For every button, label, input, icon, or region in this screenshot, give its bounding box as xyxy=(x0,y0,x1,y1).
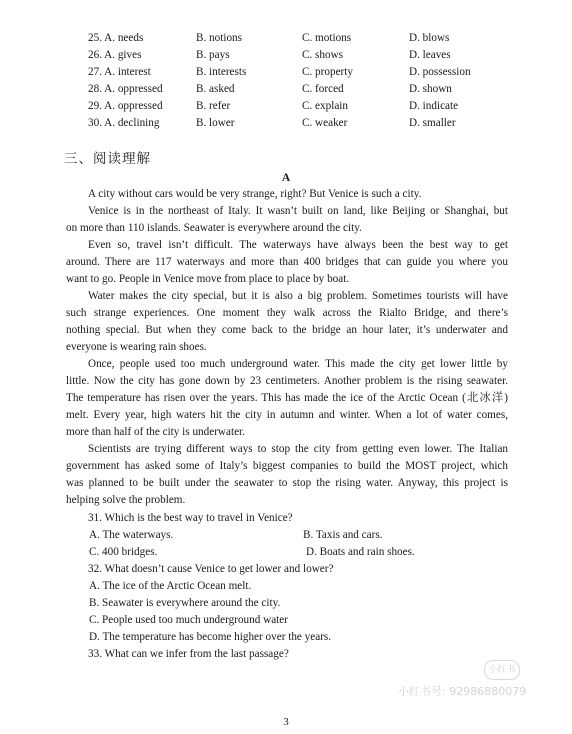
passage-line: The temperature has risen over the years. This has made the ice of the Arctic Ocean (北冰洋) xyxy=(66,392,508,404)
passage-line: Scientists are trying different ways to stop the city from getting even lower. The Italian xyxy=(88,443,508,455)
watermark-text: 小红书号: 92986880079 xyxy=(398,685,527,698)
option-d: D. leaves xyxy=(409,49,451,61)
passage-line: on more than 110 islands. Seawater is everywhere around the city. xyxy=(66,222,362,234)
passage-line: Venice is in the northeast of Italy. It wasn’t built on land, like Beijing or Shanghai, but xyxy=(88,205,508,217)
option-row-27 xyxy=(0,64,572,81)
option-row-26 xyxy=(0,47,572,64)
option-d: D. blows xyxy=(409,32,450,44)
section-title: 三、阅读理解 xyxy=(64,151,151,167)
passage-line: everyone is wearing rain shoes. xyxy=(66,341,207,353)
question-31-option-d: D. Boats and rain shoes. xyxy=(306,546,415,558)
option-d: D. possession xyxy=(409,66,471,78)
option-d: D. indicate xyxy=(409,100,459,112)
option-row-30 xyxy=(0,115,572,132)
passage-title: A xyxy=(281,172,291,184)
question-32-option-b: B. Seawater is everywhere around the city. xyxy=(89,597,281,609)
option-a: 30. A. declining xyxy=(88,117,160,129)
option-c: C. explain xyxy=(302,100,348,112)
passage-line: was planned to be built under the seawater to stop the rising water. Anyway, this project is xyxy=(66,477,508,489)
option-c: C. motions xyxy=(302,32,352,44)
passage-line: such strange experiences. One moment they walk across the Rialto Bridge, and there’s xyxy=(66,307,508,319)
passage-line: Once, people used too much underground water. This made the city get lower little by xyxy=(88,358,508,370)
option-a: 28. A. oppressed xyxy=(88,83,163,95)
question-31-option-c: C. 400 bridges. xyxy=(89,546,158,558)
option-a: 29. A. oppressed xyxy=(88,100,163,112)
question-31-option-a: A. The waterways. xyxy=(89,529,174,541)
option-row-28 xyxy=(0,81,572,98)
option-d: D. shown xyxy=(409,83,452,95)
option-b: B. asked xyxy=(196,83,235,95)
passage-line: more than half of the city is underwater. xyxy=(66,426,245,438)
option-c: C. shows xyxy=(302,49,344,61)
option-b: B. pays xyxy=(196,49,230,61)
passage-line: government has asked some of Italy’s biggest companies to build the MOST project, which xyxy=(66,460,508,472)
option-a: 26. A. gives xyxy=(88,49,142,61)
option-row-29 xyxy=(0,98,572,115)
question-32-option-c: C. People used too much underground water xyxy=(89,614,288,626)
option-b: B. interests xyxy=(196,66,247,78)
question-31-stem: 31. Which is the best way to travel in Venice? xyxy=(88,512,293,524)
option-b: B. notions xyxy=(196,32,243,44)
question-32-option-a: A. The ice of the Arctic Ocean melt. xyxy=(89,580,252,592)
question-31-option-b: B. Taxis and cars. xyxy=(303,529,383,541)
passage-line: want to go. People in Venice move from place to place by boat. xyxy=(66,273,350,285)
option-c: C. weaker xyxy=(302,117,348,129)
passage-line: nothing special. But when they come back to the bridge an hour later, it’s underwater and xyxy=(66,324,508,336)
option-b: B. refer xyxy=(196,100,231,112)
option-c: C. property xyxy=(302,66,353,78)
passage-line: A city without cars would be very strange, right? But Venice is such a city. xyxy=(88,188,422,200)
question-33-stem: 33. What can we infer from the last passage? xyxy=(88,648,289,660)
passage-line: little. Now the city has gone down by 23 centimeters. Another problem is the rising seawater. xyxy=(66,375,508,387)
passage-line: around. There are 117 waterways and more than 400 bridges that can guide you where you xyxy=(66,256,508,268)
option-d: D. smaller xyxy=(409,117,456,129)
question-32-option-d: D. The temperature has become higher over the years. xyxy=(89,631,332,643)
option-a: 27. A. interest xyxy=(88,66,151,78)
passage-line: Water makes the city special, but it is also a big problem. Sometimes tourists will have xyxy=(88,290,508,302)
option-row-25 xyxy=(0,30,572,47)
passage-line: melt. Every year, high waters hit the city in autumn and winter. When a lot of water comes, xyxy=(66,409,508,421)
option-c: C. forced xyxy=(302,83,344,95)
option-b: B. lower xyxy=(196,117,235,129)
question-32-stem: 32. What doesn’t cause Venice to get lower and lower? xyxy=(88,563,334,575)
watermark-logo: 小红书 xyxy=(484,660,520,680)
passage-line: helping solve the problem. xyxy=(66,494,186,506)
option-a: 25. A. needs xyxy=(88,32,144,44)
page-number: 3 xyxy=(283,716,289,728)
passage-line: Even so, travel isn’t difficult. The waterways have always been the best way to get xyxy=(88,239,508,251)
